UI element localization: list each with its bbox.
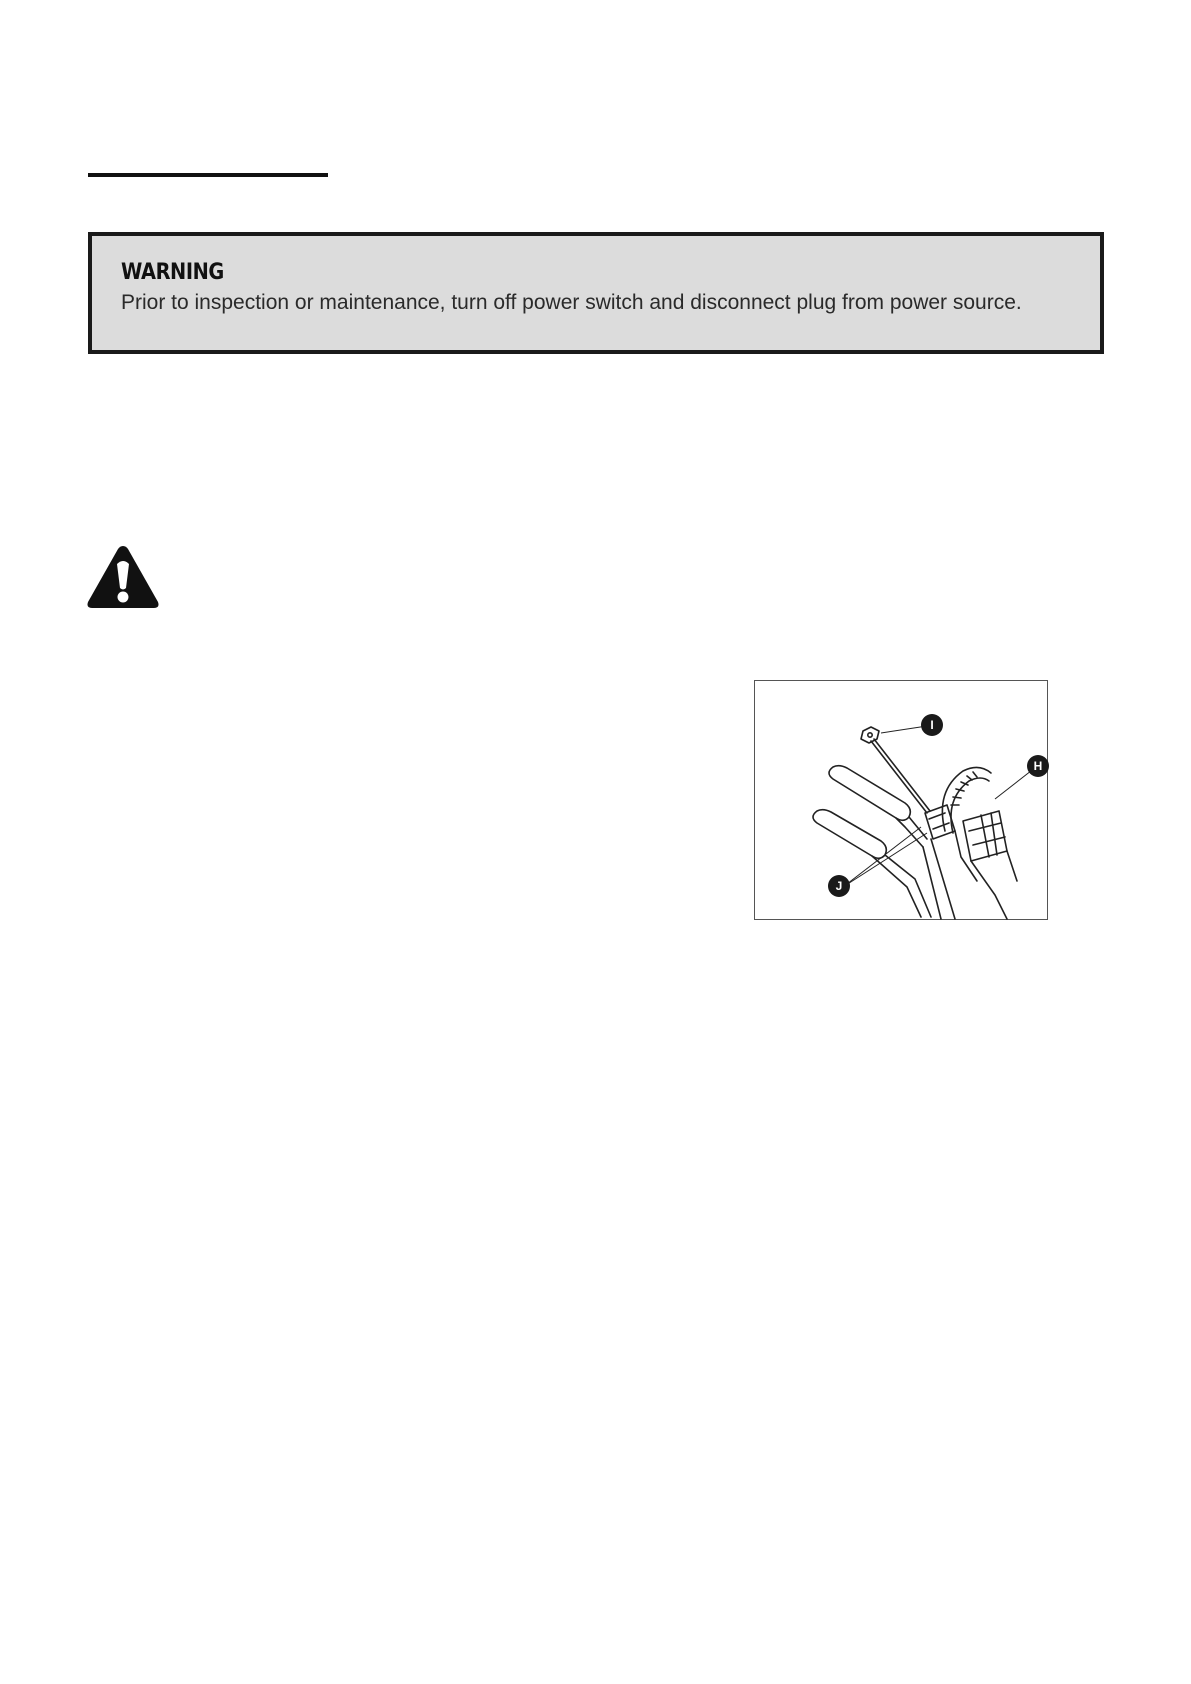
warning-text: Prior to inspection or maintenance, turn off power switch and disconnect plug from power source. — [121, 291, 1022, 314]
svg-text:I: I — [930, 718, 934, 732]
warning-triangle-icon — [86, 544, 160, 610]
section-heading-underline — [88, 173, 328, 177]
handle-assembly-figure — [754, 680, 1048, 920]
callout-j — [828, 875, 850, 897]
svg-text:H: H — [1033, 759, 1043, 773]
warning-title: WARNING — [121, 260, 224, 285]
callout-h — [1027, 755, 1049, 777]
warning-box — [88, 232, 1104, 354]
svg-text:J: J — [835, 879, 843, 893]
callout-i — [921, 714, 943, 736]
handle-assembly-drawing — [755, 681, 1049, 921]
